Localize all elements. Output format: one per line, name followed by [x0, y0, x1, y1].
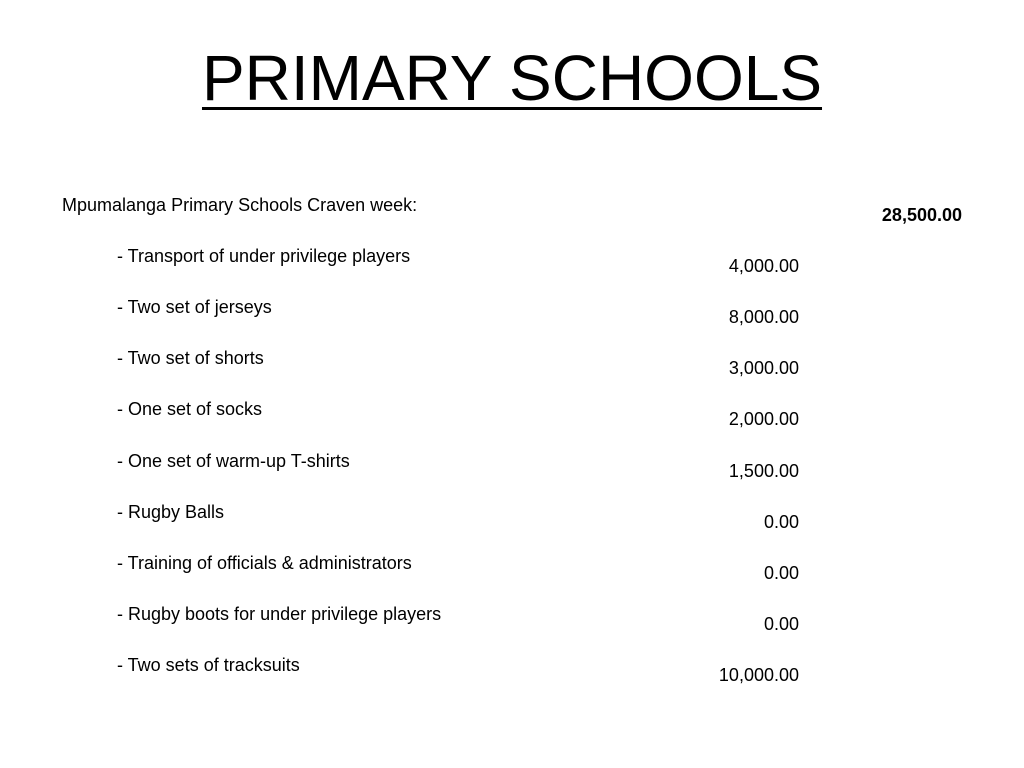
budget-item-amount: 0.00	[763, 512, 799, 532]
budget-item-label: - Training of officials & administrators	[117, 553, 412, 573]
budget-item-amount: 8,000.00	[728, 307, 799, 327]
budget-heading: Mpumalanga Primary Schools Craven week:	[62, 195, 418, 215]
budget-item-amount: 0.00	[763, 614, 799, 634]
budget-item-label: - Rugby Balls	[117, 502, 225, 522]
budget-item-label: - Rugby boots for under privilege players	[117, 604, 442, 624]
budget-item-amount: 10,000.00	[718, 665, 799, 685]
budget-item-label: - Two sets of tracksuits	[117, 655, 300, 675]
budget-item-label: - Transport of under privilege players	[117, 246, 411, 266]
budget-item-amount: 4,000.00	[728, 256, 799, 276]
budget-item-label: - Two set of shorts	[117, 348, 264, 368]
budget-item-amount: 1,500.00	[728, 461, 799, 481]
budget-item-label: - One set of socks	[117, 399, 263, 419]
budget-item-label: - Two set of jerseys	[117, 297, 272, 317]
budget-item-amount: 0.00	[763, 563, 799, 583]
budget-item-amount: 2,000.00	[728, 409, 799, 429]
slide-title-text: PRIMARY SCHOOLS	[201, 42, 823, 114]
budget-item-label: - One set of warm-up T-shirts	[117, 451, 350, 471]
budget-item-amount: 3,000.00	[728, 358, 799, 378]
budget-total: 28,500.00	[881, 205, 962, 225]
